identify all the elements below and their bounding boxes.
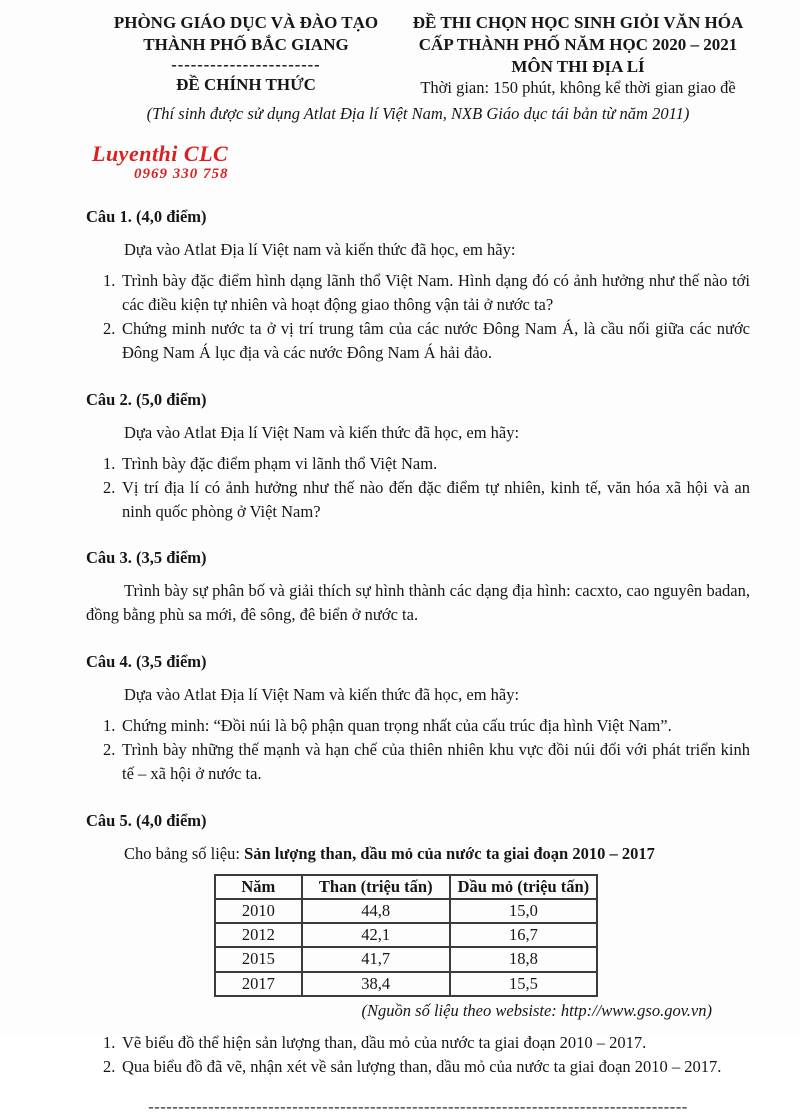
item-text: Vẽ biểu đồ thể hiện sản lượng than, dầu mỏ của nước ta giai đoạn 2010 – 2017. <box>122 1032 647 1052</box>
exam-title-line2: CẤP THÀNH PHỐ NĂM HỌC 2020 – 2021 <box>418 34 738 54</box>
table-caption-label: Cho bảng số liệu: <box>124 843 245 863</box>
coal-cell: 44,8 <box>302 899 450 923</box>
table-row <box>215 972 597 996</box>
item-text: Qua biểu đồ đã vẽ, nhận xét về sản lượng than, dầu mỏ của nước ta giai đoạn 2010 – 2017. <box>122 1056 722 1076</box>
coal-cell: 42,1 <box>302 923 450 947</box>
table-caption-title: Sản lượng than, dầu mỏ của nước ta giai đoạn 2010 – 2017 <box>244 843 655 863</box>
question-1-title: Câu 1. (4,0 điểm) <box>86 207 207 227</box>
table-row <box>215 899 597 923</box>
question-1-item-1 <box>86 269 750 317</box>
question-4-title: Câu 4. (3,5 điểm) <box>86 652 207 672</box>
item-number: 2. <box>103 477 116 497</box>
item-text: Trình bày đặc điểm phạm vi lãnh thổ Việt Nam. <box>122 453 438 473</box>
item-text: Chứng minh nước ta ở vị trí trung tâm của các nước Đông Nam Á, là cầu nối giữa các nước Đông Nam Á lục địa và các nước Đông Nam Á hải đảo. <box>122 318 750 362</box>
item-text: Trình bày những thế mạnh và hạn chế của thiên nhiên khu vực đồi núi đối với phát triển kinh tế – xã hội ở nước ta. <box>122 739 750 783</box>
question-5-item-2 <box>86 1055 750 1079</box>
question-1-intro: Dựa vào Atlat Địa lí Việt nam và kiến thức đã học, em hãy: <box>124 240 516 260</box>
question-3 <box>86 546 750 627</box>
data-source-note: (Nguồn số liệu theo websiste: http://www.gso.gov.vn) <box>361 1000 712 1020</box>
question-2-intro: Dựa vào Atlat Địa lí Việt Nam và kiến thức đã học, em hãy: <box>124 422 520 442</box>
item-number: 2. <box>103 1056 116 1076</box>
item-number: 1. <box>103 716 116 736</box>
item-text: Vị trí địa lí có ảnh hưởng như thế nào đến đặc điểm tự nhiên, kinh tế, văn hóa xã hội và an ninh quốc phòng ở Việt Nam? <box>122 477 750 521</box>
item-number: 2. <box>103 739 116 759</box>
column-header-year: Năm <box>215 875 302 899</box>
question-2-item-2 <box>86 476 750 524</box>
official-exam-label: ĐỀ CHÍNH THỨC <box>176 74 316 94</box>
issuing-authority-block <box>86 12 406 99</box>
year-cell: 2015 <box>215 947 302 971</box>
question-5-item-1 <box>86 1031 750 1055</box>
end-of-exam-divider: ------------------------------------------------------------------------------------------ <box>148 1096 688 1116</box>
oil-cell: 15,0 <box>450 899 597 923</box>
coal-cell: 41,7 <box>302 947 450 971</box>
question-2 <box>86 388 750 524</box>
question-3-title: Câu 3. (3,5 điểm) <box>86 548 207 568</box>
question-3-paragraph: Trình bày sự phân bố và giải thích sự hình thành các dạng địa hình: cacxto, cao nguyên badan, đồng bằng phù sa mới, đê sông, đê biển ở nước ta. <box>86 581 750 625</box>
column-header-coal: Than (triệu tấn) <box>302 875 450 899</box>
question-4 <box>86 650 750 786</box>
question-4-item-1 <box>86 714 750 738</box>
question-1 <box>86 205 750 365</box>
question-2-title: Câu 2. (5,0 điểm) <box>86 389 207 409</box>
header-dash-divider: ----------------------- <box>171 54 321 74</box>
column-header-oil: Dầu mỏ (triệu tấn) <box>450 875 597 899</box>
question-4-intro: Dựa vào Atlat Địa lí Việt Nam và kiến thức đã học, em hãy: <box>124 685 520 705</box>
question-1-item-2 <box>86 317 750 365</box>
table-row <box>215 923 597 947</box>
item-number: 2. <box>103 318 116 338</box>
year-cell: 2017 <box>215 972 302 996</box>
logo-text: Luyenthi CLC <box>92 140 229 166</box>
coal-cell: 38,4 <box>302 972 450 996</box>
exam-title-block <box>406 12 750 99</box>
item-text: Trình bày đặc điểm hình dạng lãnh thổ Việt Nam. Hình dạng đó có ảnh hưởng như thế nào tới các điều kiện tự nhiên và hoạt động giao thông vận tải ở nước ta? <box>122 271 750 315</box>
production-data-table <box>214 874 598 997</box>
exam-duration: Thời gian: 150 phút, không kể thời gian giao đề <box>420 78 736 98</box>
item-number: 1. <box>103 1032 116 1052</box>
question-5-title: Câu 5. (4,0 điểm) <box>86 810 207 830</box>
table-header-row <box>215 875 597 899</box>
item-text: Chứng minh: “Đồi núi là bộ phận quan trọng nhất của cấu trúc địa hình Việt Nam”. <box>122 716 672 736</box>
item-number: 1. <box>103 271 116 291</box>
document-header <box>86 12 750 99</box>
luyenthi-clc-logo <box>92 142 282 183</box>
question-5 <box>86 809 750 1079</box>
exam-title-line1: ĐỀ THI CHỌN HỌC SINH GIỎI VĂN HÓA <box>412 13 744 32</box>
question-2-item-1 <box>86 452 750 476</box>
atlas-permission-note: (Thí sinh được sử dụng Atlat Địa lí Việt Nam, NXB Giáo dục tái bản từ năm 2011) <box>146 103 690 123</box>
oil-cell: 15,5 <box>450 972 597 996</box>
logo-phone-number: 0969 330 758 <box>134 165 229 182</box>
question-4-item-2 <box>86 738 750 786</box>
item-number: 1. <box>103 453 116 473</box>
exam-subject: MÔN THI ĐỊA LÍ <box>511 56 645 76</box>
oil-cell: 16,7 <box>450 923 597 947</box>
question-5-intro <box>86 842 750 866</box>
year-cell: 2010 <box>215 899 302 923</box>
year-cell: 2012 <box>215 923 302 947</box>
oil-cell: 18,8 <box>450 947 597 971</box>
authority-name-line1: PHÒNG GIÁO DỤC VÀ ĐÀO TẠO <box>113 13 379 32</box>
authority-name-line2: THÀNH PHỐ BẮC GIANG <box>143 34 349 54</box>
table-row <box>215 947 597 971</box>
